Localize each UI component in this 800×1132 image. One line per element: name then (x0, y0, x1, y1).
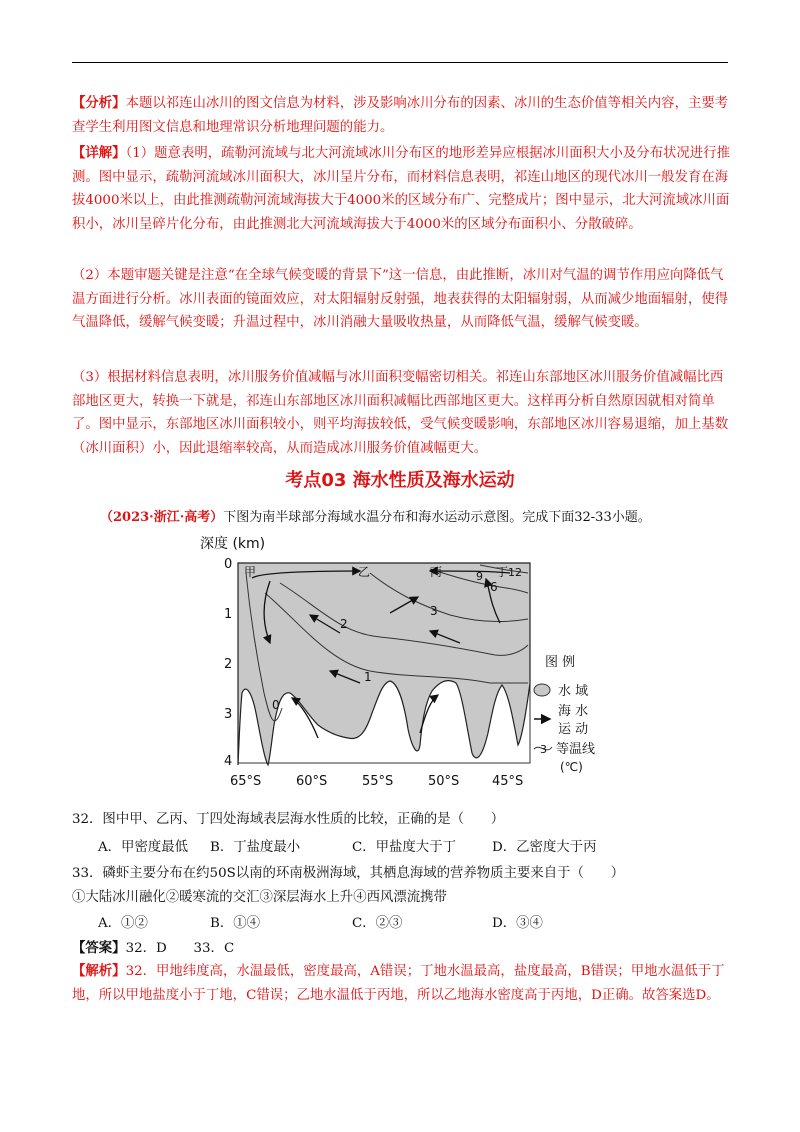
y-tick-0: 0 (224, 557, 233, 572)
site-label-ding: 丁 (496, 565, 509, 579)
isotherm-label-12: 12 (508, 566, 522, 579)
analysis-paragraph (72, 92, 732, 139)
analysis-text: 本题以祁连山冰川的图文信息为材料，涉及影响冰川分布的因素、冰川的生态价值等相关内容，主要考查学生利用图文信息和地理常识分析地理问题的能力。 (72, 96, 729, 135)
detail-paragraph-3 (72, 366, 732, 460)
ocean-temperature-figure (190, 533, 650, 799)
detail-text-2: （2）本题审题关键是注意“在全球气候变暖的背景下”这一信息，由此推断，冰川对气温的调节作用应向降低气温方面进行分析。冰川表面的镜面效应，对太阳辐射反射强，地表获得的太阳辐射弱，从而减少地面辐射，使得气温降低，缓解气候变暖；升温过程中，冰川消融大量吸收热量，从而降低气温，缓解气候变暖。 (72, 268, 729, 330)
y-tick-1: 1 (224, 607, 233, 622)
x-tick-55s: 55°S (362, 774, 394, 789)
isotherm-label-2: 2 (340, 617, 348, 631)
analysis-tag: 【分析】 (72, 95, 126, 111)
answer-tag: 【答案】 (72, 940, 126, 956)
header-rule (72, 62, 728, 63)
legend-isotherm-value: 3 (540, 743, 547, 756)
legend-title: 图 例 (545, 655, 576, 670)
y-tick-4: 4 (224, 754, 233, 769)
y-axis-title: 深度 (km) (200, 536, 266, 552)
y-tick-3: 3 (224, 707, 233, 722)
isotherm-label-1: 1 (364, 670, 372, 684)
isotherm-label-0: 0 (272, 698, 280, 712)
q32-option-c: C．甲盐度大于丁 (352, 840, 456, 855)
section-heading: 考点03 海水性质及海水运动 (285, 470, 515, 491)
q32-option-b: B．丁盐度最小 (210, 840, 301, 855)
answer-text: 32．D 33．C (125, 941, 235, 956)
answer-line (72, 937, 234, 956)
isotherm-label-9: 9 (476, 570, 483, 583)
isotherm-label-3: 3 (430, 604, 438, 618)
q33-stem: 33．磷虾主要分布在约50S以南的环南极洲海域，其栖息海域的营养物质主要来自于（ ） (72, 866, 625, 881)
detail-paragraph-2 (72, 264, 732, 335)
site-label-yi: 乙 (358, 565, 371, 579)
q33-option-d: D．③④ (492, 916, 543, 931)
q33-option-a: A．①② (98, 916, 148, 931)
q33-option-c: C．②③ (352, 916, 403, 931)
q32-stem: 32．图中甲、乙丙、丁四处海域表层海水性质的比较，正确的是（ ） (72, 812, 505, 827)
isotherm-label-6: 6 (490, 580, 498, 594)
detail-tag: 【详解】 (72, 145, 126, 161)
explain-text: 32．甲地纬度高，水温最低，密度最高，A错误；丁地水温最高，盐度最高，B错误；甲地水温低于丁地，所以甲地盐度小于丁地，C错误；乙地水温低于丙地，所以乙地海水密度高于丙地，D正确。故答案选D。 (72, 964, 725, 1003)
water-region (238, 563, 530, 765)
site-label-bing: 丙 (430, 565, 443, 579)
explain-paragraph (72, 960, 732, 1007)
detail-text-1: （1）题意表明，疏勒河流域与北大河流域冰川分布区的地形差异应根据冰川面积大小及分布状况进行推测。图中显示，疏勒河流域冰川面积大，冰川呈片分布，而材料信息表明，祁连山地区的现代冰川一般发育在海拔4000米以上，由此推测疏勒河流域海拔大于4000米的区域分布广、完整成片；图中显示，北大河流域冰川面积小，冰川呈碎片化分布，由此推测北大河流域海拔大于4000米的区域分布面积小、分散破碎。 (72, 146, 730, 232)
x-tick-45s: 45°S (492, 774, 524, 789)
figure-svg (190, 533, 650, 795)
question-source: （2023·浙江·高考） (100, 510, 224, 525)
legend-water-swatch (534, 684, 550, 696)
q32-option-d: D．乙密度大于丙 (492, 840, 597, 855)
x-tick-60s: 60°S (296, 774, 328, 789)
x-tick-50s: 50°S (428, 774, 460, 789)
explain-tag: 【解析】 (72, 963, 126, 979)
legend-motion-a: 海 水 (558, 704, 589, 719)
q33-option-b: B．①④ (210, 916, 261, 931)
question-intro (100, 506, 651, 525)
x-tick-65s: 65°S (230, 774, 262, 789)
detail-paragraph-1 (72, 142, 732, 236)
site-label-jia: 甲 (244, 565, 257, 579)
y-tick-2: 2 (224, 657, 233, 672)
legend-motion-b: 运 动 (558, 722, 589, 737)
legend-water-label: 水 域 (558, 684, 589, 699)
q33-choices: ①大陆冰川融化②暖寒流的交汇③深层海水上升④西风漂流携带 (72, 890, 447, 905)
legend-isotherm-unit: (℃) (560, 760, 583, 774)
intro-text: 下图为南半球部分海域水温分布和海水运动示意图。完成下面32-33小题。 (223, 510, 651, 525)
q32-option-a: A．甲密度最低 (98, 840, 189, 855)
detail-text-3: （3）根据材料信息表明，冰川服务价值减幅与冰川面积变幅密切相关。祁连山东部地区冰川服务价值减幅比西部地区更大，转换一下就是，祁连山东部地区冰川面积减幅比西部地区更大。这样再分析自然原因就相对简单了。图中显示，东部地区冰川面积较小，则平均海拔较低，受气候变暖影响，东部地区冰川容易退缩，加上基数（冰川面积）小，因此退缩率较高，从而造成冰川服务价值减幅更大。 (72, 370, 729, 456)
legend-isotherm-label: 等温线 (556, 742, 596, 757)
